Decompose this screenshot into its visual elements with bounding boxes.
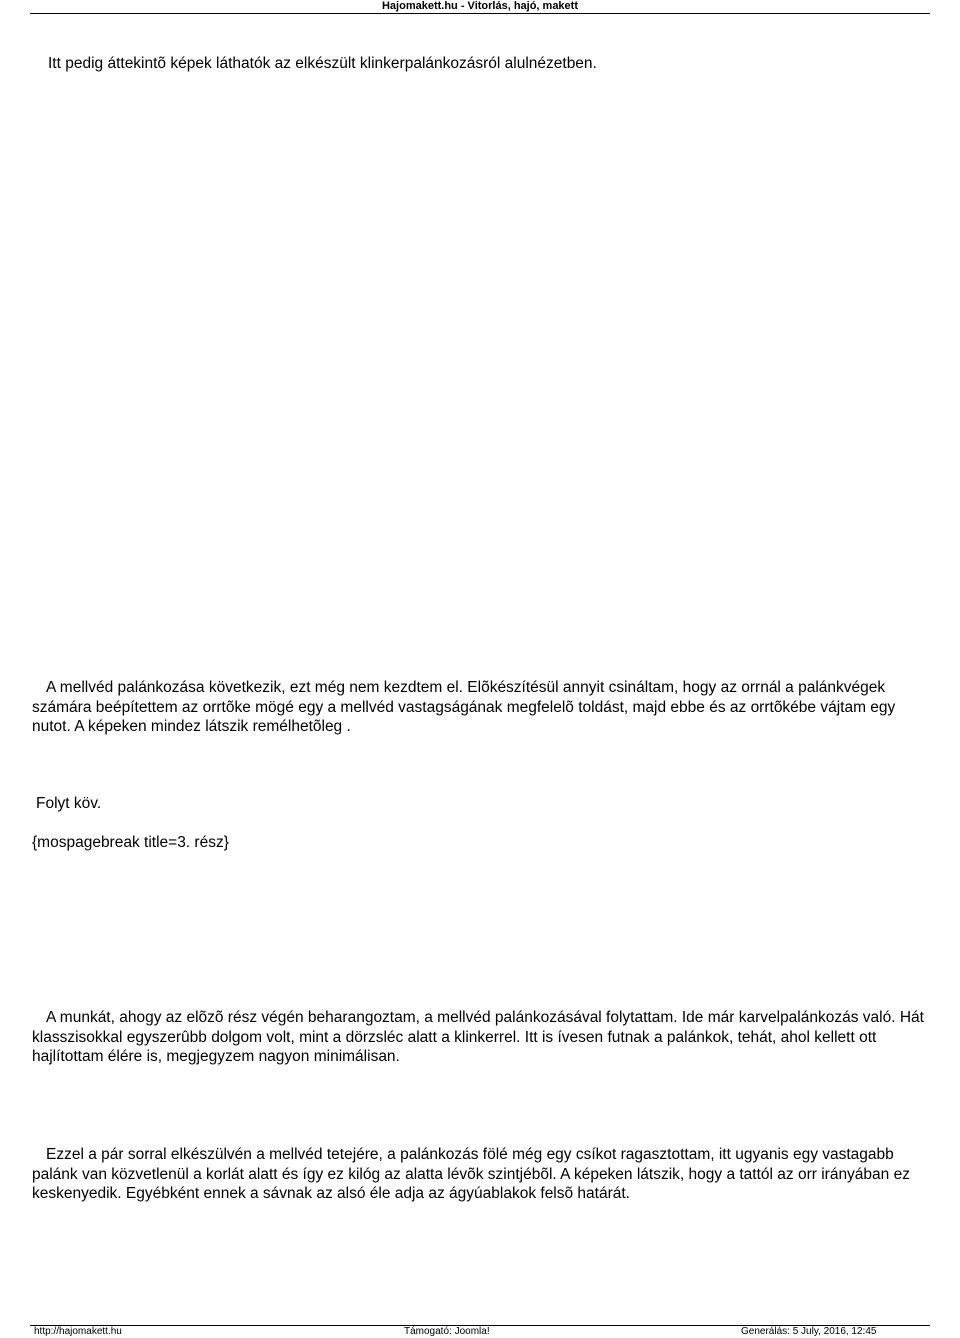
mellved-paragraph: A mellvéd palánkozása következik, ezt még nem kezdtem el. Elõkészítésül annyit csináltam, hogy az orrnál a palánkvégek számára beépítettem az orrtõke mögé egy a mellvéd vastagságának megfelelõ toldást, majd ebbe és az orrtõkébe vájtam egy nutot. A képeken mindez látszik remélhetõleg . [32,679,896,735]
header-divider [30,13,930,14]
continued-note: Folyt köv. [36,795,102,812]
intro-paragraph: Itt pedig áttekintõ képek láthatók az elkészült klinkerpalánkozásról alulnézetben. [48,55,597,72]
page-break-marker: {mospagebreak title=3. rész} [32,834,229,851]
footer-site-link[interactable]: http://hajomakett.hu [34,1326,122,1337]
page-header-title: Hajomakett.hu - Vitorlás, hajó, makett [381,0,578,12]
footer-sponsor: Támogató: Joomla! [404,1326,490,1337]
munkat-paragraph: A munkát, ahogy az elõzõ rész végén beharangoztam, a mellvéd palánkozásával folytattam. Ide már karvelpalánkozás való. Hát klasszisokkal egyszerûbb dolgom volt, mint a dörzsléc alatt a klinkerrel. Itt is ívesen futnak a palánkok, tehát, ahol kellett ott hajlítottam élére is, megjegyzem nagyon minimálisan. [32,1009,924,1065]
footer-generated-date: Generálás: 5 July, 2016, 12:45 [741,1326,877,1337]
ezzel-paragraph: Ezzel a pár sorral elkészülvén a mellvéd tetejére, a palánkozás fölé még egy csíkot ragasztottam, itt ugyanis egy vastagabb palánk van közvetlenül a korlát alatt és így ez kilóg az alatta lévõk szintjébõl. A képeken látszik, hogy a tattól az orr irányában ez keskenyedik. Egyébként ennek a sávnak az alsó éle adja az ágyúablakok felsõ határát. [32,1146,910,1202]
